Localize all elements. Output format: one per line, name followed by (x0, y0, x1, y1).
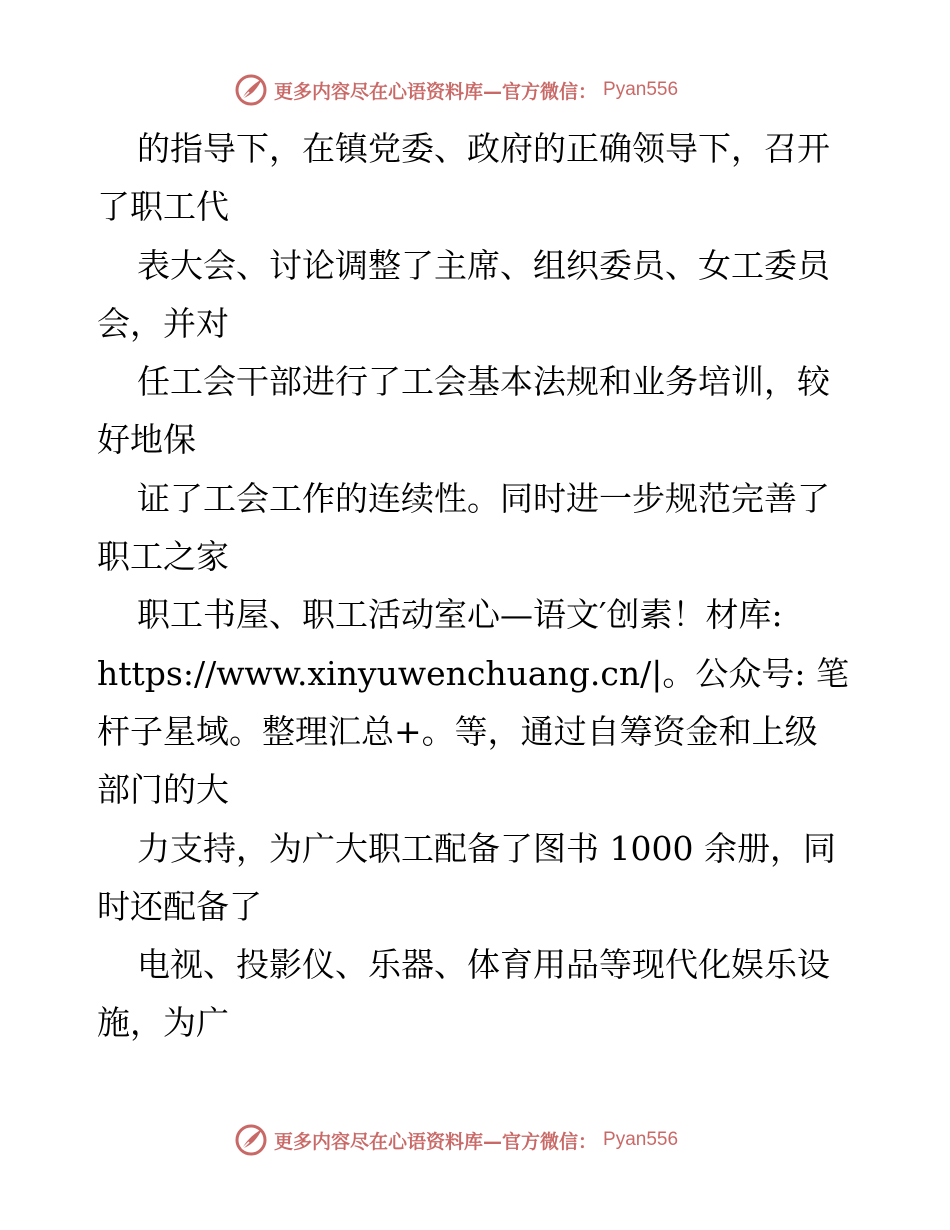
body-line: 电视、投影仪、乐器、体育用品等现代化娱乐设 (137, 945, 830, 985)
body-line: 好地保 (97, 420, 196, 460)
quill-logo-icon (234, 1123, 268, 1157)
watermark-text: 更多内容尽在心语资料库—官方微信： (274, 80, 598, 103)
watermark-text: 更多内容尽在心语资料库—官方微信： (274, 1130, 598, 1153)
watermark-wechat-id: Pyan556 (603, 1129, 679, 1150)
body-line: 的指导下，在镇党委、政府的正确领导下，召开 (137, 129, 830, 168)
body-line: 会，并对 (97, 303, 229, 343)
body-line: 职工之家 (97, 537, 229, 577)
quill-logo-icon (234, 73, 268, 107)
body-line: 职工书屋、职工活动室心—语文′创素！材库: (137, 595, 783, 635)
body-line: 杆子星域。整理汇总+。等，通过自筹资金和上级 (97, 711, 818, 751)
body-line: 施，为广 (97, 1003, 229, 1043)
document-body (97, 120, 857, 1053)
body-line: https://www.xinyuwenchuang.cn/|。公众号: 笔 (97, 653, 849, 693)
body-line: 表大会、讨论调整了主席、组织委员、女工委员 (137, 245, 830, 285)
body-line: 证了工会工作的连续性。同时进一步规范完善了 (137, 478, 830, 518)
body-line: 部门的大 (97, 770, 229, 810)
body-line: 了职工代 (97, 187, 229, 227)
header-watermark (234, 72, 678, 108)
body-line: 任工会干部进行了工会基本法规和业务培训，较 (137, 362, 830, 402)
footer-watermark (234, 1122, 678, 1158)
watermark-wechat-id: Pyan556 (603, 79, 679, 100)
body-line: 力支持，为广大职工配备了图书 1000 余册，同 (137, 828, 836, 868)
body-line: 时还配备了 (97, 886, 262, 926)
